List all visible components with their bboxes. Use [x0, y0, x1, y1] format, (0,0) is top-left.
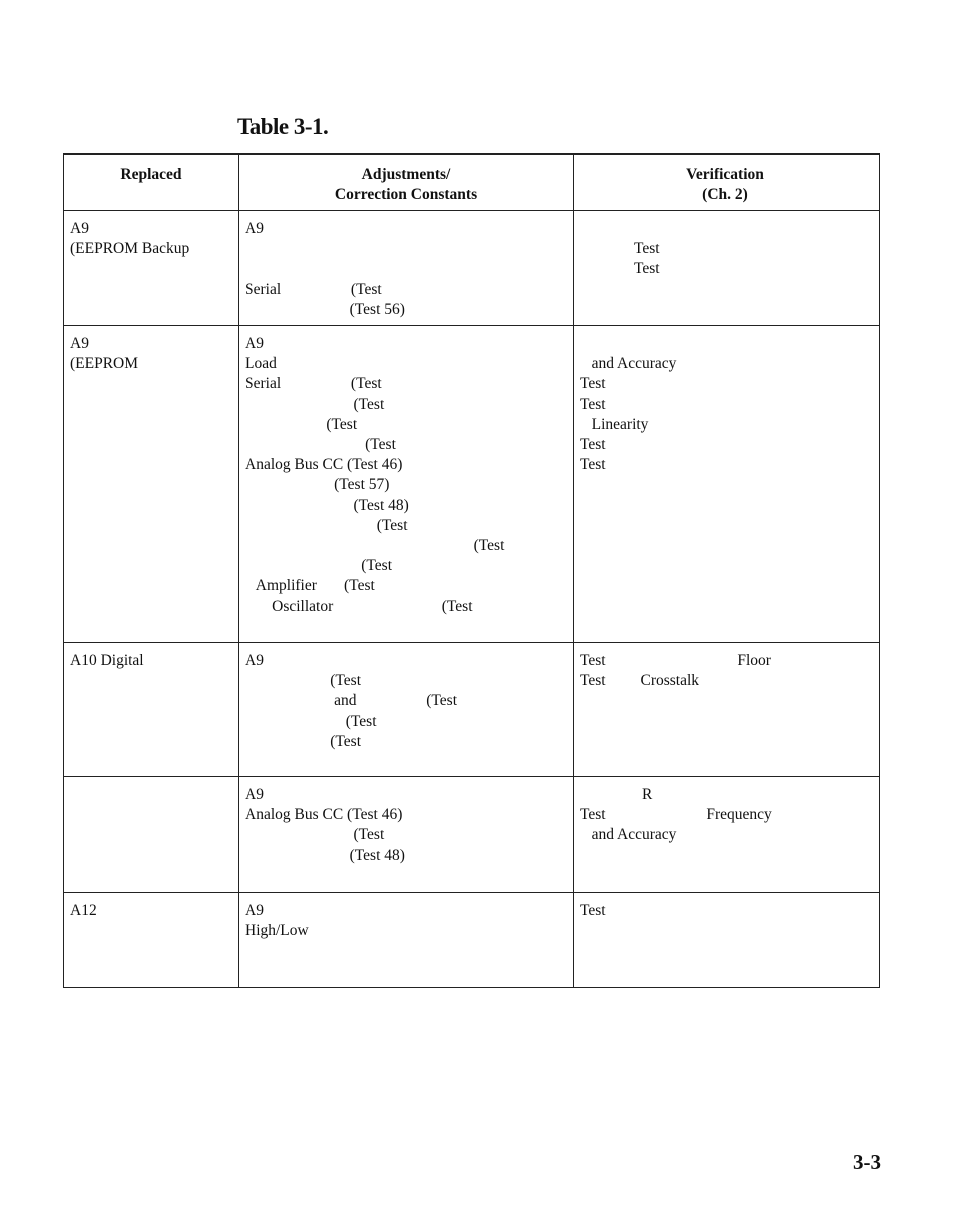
cell-line: and (Test	[245, 692, 458, 710]
header-replaced-label: Replaced	[120, 166, 182, 183]
table-header-row	[64, 155, 879, 211]
row-1-verification	[574, 211, 876, 325]
cell-line: (Test	[245, 712, 377, 730]
table-row	[64, 643, 879, 777]
cell-line: A9	[245, 335, 264, 352]
cell-line: (EEPROM Backup	[70, 240, 190, 258]
row-1-adjustments	[239, 211, 574, 325]
adjustments-table	[63, 153, 880, 988]
table-row	[64, 893, 879, 988]
header-adjustments-line-2: Correction Constants	[334, 186, 478, 204]
header-verification	[574, 155, 876, 210]
table-title: Table 3-1.	[237, 114, 329, 139]
cell-line: (Test	[245, 415, 358, 433]
cell-line: Linearity	[580, 415, 649, 433]
cell-line: Test Crosstalk	[580, 672, 700, 690]
cell-line: and Accuracy	[580, 826, 677, 844]
cell-line: A9	[70, 335, 89, 352]
cell-line	[70, 785, 232, 805]
cell-line: (Test	[245, 732, 362, 750]
row-4-verification	[574, 777, 876, 892]
cell-line: Oscillator (Test	[245, 597, 473, 615]
header-adjustments-line-1: Adjustments/	[361, 166, 451, 183]
cell-line: Analog Bus CC (Test 46)	[245, 456, 403, 474]
cell-line: (Test 56)	[245, 300, 405, 318]
cell-line: and Accuracy	[580, 355, 677, 373]
row-5-verification	[574, 893, 876, 987]
cell-line: Serial (Test	[245, 375, 382, 393]
cell-line: (Test	[245, 537, 505, 555]
cell-line	[245, 239, 567, 259]
cell-line: A9	[70, 220, 89, 237]
cell-line: Test	[580, 375, 606, 393]
row-3-replaced	[64, 643, 239, 776]
cell-line: Test Floor	[580, 652, 771, 669]
cell-line: Analog Bus CC (Test 46)	[245, 806, 403, 824]
table-row	[64, 326, 879, 643]
cell-line: (Test 48)	[245, 496, 409, 514]
header-replaced	[64, 155, 239, 210]
cell-line: R	[580, 786, 653, 803]
row-3-adjustments	[239, 643, 574, 776]
cell-line: A9	[245, 652, 264, 669]
table-row	[64, 777, 879, 893]
cell-line: A9	[245, 902, 264, 919]
cell-line: Test	[580, 902, 606, 919]
cell-line: Load	[245, 355, 277, 373]
row-1-replaced	[64, 211, 239, 325]
row-4-replaced	[64, 777, 239, 892]
cell-line: A9	[245, 786, 264, 803]
cell-line: A10 Digital	[70, 652, 144, 669]
row-4-adjustments	[239, 777, 574, 892]
cell-line: A12	[70, 902, 97, 919]
row-2-adjustments	[239, 326, 574, 642]
cell-line: Test	[580, 240, 660, 258]
row-5-replaced	[64, 893, 239, 987]
header-adjustments	[239, 155, 574, 210]
page-number: 3-3	[853, 1150, 881, 1174]
row-3-verification	[574, 643, 876, 776]
table-row	[64, 211, 879, 326]
header-verification-line-1: Verification	[686, 166, 764, 183]
cell-line: Test	[580, 260, 660, 278]
cell-line	[245, 259, 567, 279]
cell-line: Serial (Test	[245, 280, 382, 298]
cell-line: (Test	[245, 395, 385, 413]
cell-line: (EEPROM	[70, 355, 139, 373]
cell-line	[580, 219, 870, 239]
cell-line: (Test 57)	[245, 476, 390, 494]
cell-line: High/Low	[245, 922, 309, 940]
cell-line	[580, 334, 870, 354]
row-2-replaced	[64, 326, 239, 642]
cell-line: (Test	[245, 672, 362, 690]
cell-line: (Test	[245, 436, 396, 454]
cell-line: (Test	[245, 516, 408, 534]
header-verification-line-2: (Ch. 2)	[702, 186, 748, 204]
cell-line: Test	[580, 456, 606, 474]
row-2-verification	[574, 326, 876, 642]
cell-line: A9	[245, 220, 264, 237]
row-5-adjustments	[239, 893, 574, 987]
cell-line: Test	[580, 395, 606, 413]
cell-line: (Test	[245, 557, 393, 575]
cell-line: (Test 48)	[245, 846, 405, 864]
cell-line: (Test	[245, 826, 385, 844]
cell-line: Test	[580, 436, 606, 453]
cell-line: Test Frequency	[580, 806, 772, 824]
cell-line: Amplifier (Test	[245, 577, 375, 595]
